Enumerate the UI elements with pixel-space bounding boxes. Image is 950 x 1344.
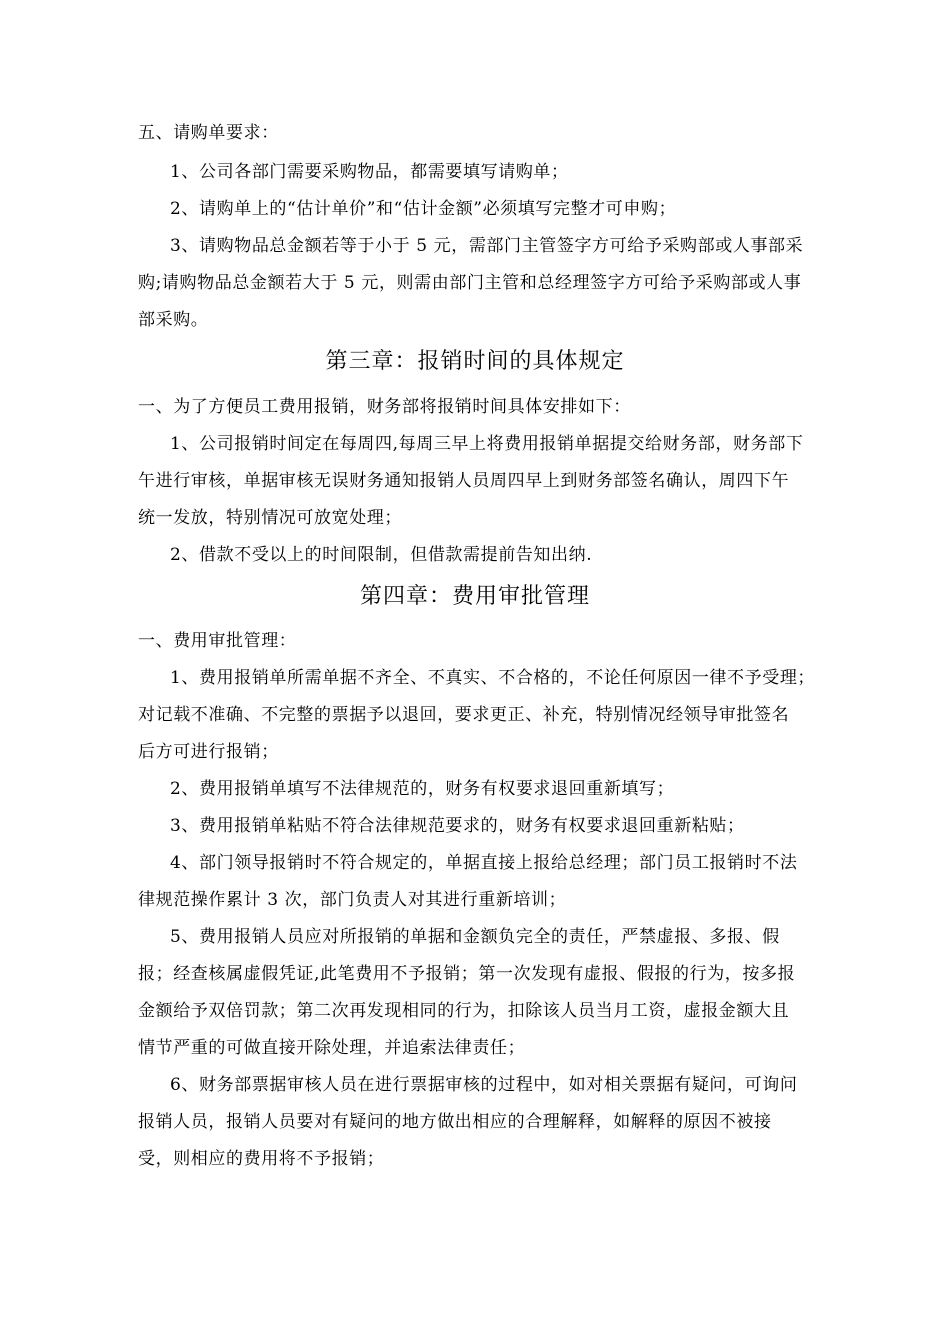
chapter4-item4-line2: 律规范操作累计 3 次，部门负责人对其进行重新培训；: [138, 890, 567, 910]
chapter4-item6-line2: 报销人员，报销人员要对有疑问的地方做出相应的合理解释，如解释的原因不被接: [138, 1112, 772, 1132]
chapter4-item1-line3: 后方可进行报销；: [138, 742, 279, 762]
section5-item3-line2: 购;请购物品总金额若大于 5 元，则需由部门主管和总经理签字方可给予采购部或人事: [138, 273, 802, 293]
chapter3-title: 第三章：报销时间的具体规定: [325, 349, 625, 374]
section5-item3-line3: 部采购。: [138, 310, 209, 330]
chapter4-item6-line3: 受，则相应的费用将不予报销；: [138, 1149, 385, 1169]
chapter4-section1: 一、费用审批管理：: [138, 631, 297, 651]
section5-item1: 1、公司各部门需要采购物品，都需要填写请购单；: [170, 162, 569, 182]
chapter4-item5-line1: 5、费用报销人员应对所报销的单据和金额负完全的责任，严禁虚报、多报、假: [170, 927, 780, 947]
chapter3-section1: 一、为了方便员工费用报销，财务部将报销时间具体安排如下：: [138, 397, 631, 417]
chapter3-item1-line1: 1、公司报销时间定在每周四,每周三早上将费用报销单据提交给财务部，财务部下: [170, 434, 804, 454]
chapter3-item2: 2、借款不受以上的时间限制，但借款需提前告知出纳.: [170, 545, 593, 565]
chapter4-title: 第四章：费用审批管理: [359, 584, 590, 609]
chapter4-item3: 3、费用报销单粘贴不符合法律规范要求的，财务有权要求退回重新粘贴；: [170, 816, 745, 836]
chapter4-item4-line1: 4、部门领导报销时不符合规定的，单据直接上报给总经理；部门员工报销时不法: [170, 853, 798, 873]
chapter4-item5-line4: 情节严重的可做直接开除处理，并追索法律责任；: [138, 1038, 526, 1058]
chapter4-item6-line1: 6、财务部票据审核人员在进行票据审核的过程中，如对相关票据有疑问，可询问: [170, 1075, 798, 1095]
chapter4-item5-line2: 报；经查核属虚假凭证,此笔费用不予报销；第一次发现有虚报、假报的行为，按多报: [138, 964, 796, 984]
chapter4-item5-line3: 金额给予双倍罚款；第二次再发现相同的行为，扣除该人员当月工资，虚报金额大且: [138, 1001, 790, 1021]
section5-item2: 2、请购单上的“估计单价”和“估计金额”必须填写完整才可申购；: [170, 199, 677, 219]
chapter3-item1-line3: 统一发放，特别情况可放宽处理；: [138, 508, 402, 528]
chapter4-item1-line1: 1、费用报销单所需单据不齐全、不真实、不合格的，不论任何原因一律不予受理；: [170, 668, 816, 688]
chapter4-item1-line2: 对记载不准确、不完整的票据予以退回，要求更正、补充，特别情况经领导审批签名: [138, 705, 790, 725]
chapter3-item1-line2: 午进行审核，单据审核无误财务通知报销人员周四早上到财务部签名确认，周四下午: [138, 471, 790, 491]
chapter4-item2: 2、费用报销单填写不法律规范的，财务有权要求退回重新填写；: [170, 779, 675, 799]
section5-title: 五、请购单要求：: [138, 123, 279, 143]
section5-item3-line1: 3、请购物品总金额若等于小于 5 元，需部门主管签字方可给予采购部或人事部采: [170, 236, 804, 256]
